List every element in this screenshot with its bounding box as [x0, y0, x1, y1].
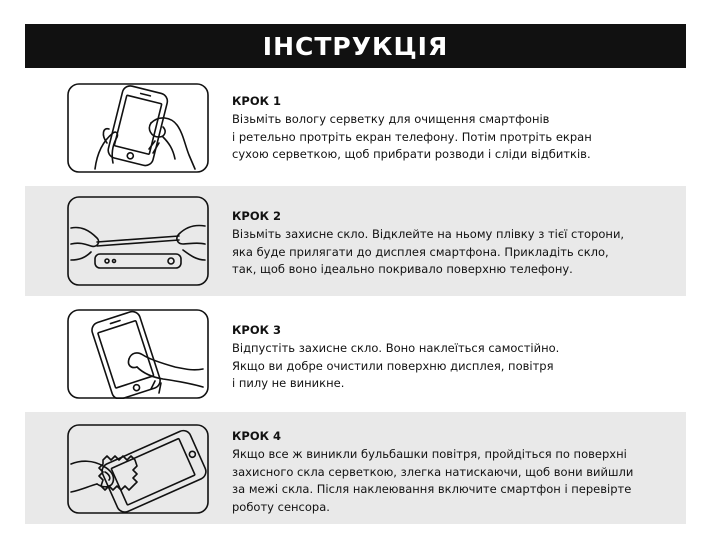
step-4-line-2: захисного скла серветкою, злегка натискаючи, щоб вони вийшли — [232, 464, 634, 479]
cloth-wipe-icon — [67, 424, 209, 514]
step-2-line-2: яка буде прилягати до дисплея смартфона. Прикладіть скло, — [232, 244, 609, 259]
apply-glass-icon — [67, 196, 209, 286]
wipe-phone-icon — [67, 83, 209, 173]
step-1-line-2: і ретельно протріть екран телефону. Потім протріть екран — [232, 129, 592, 144]
step-4-title: КРОК 4 — [232, 429, 282, 443]
step-2-title: КРОК 2 — [232, 209, 282, 223]
step-3-row — [25, 296, 686, 412]
step-1-line-1: Візьміть вологу серветку для очищення смартфонів — [232, 112, 550, 126]
press-screen-icon — [67, 309, 209, 399]
step-3-line-1: Відпустіть захисне скло. Воно наклеїться самостійно. — [232, 341, 560, 355]
step-2-line-3: так, щоб воно ідеально покривало поверхню телефону. — [232, 262, 573, 276]
step-3-line-3: і пилу не виникне. — [232, 376, 345, 390]
step-1-title: КРОК 1 — [232, 94, 282, 108]
step-3-title: КРОК 3 — [232, 323, 282, 337]
page-title: ІНСТРУКЦІЯ — [262, 31, 449, 61]
header-banner — [25, 24, 686, 68]
step-4-line-1: Якщо все ж виникли бульбашки повітря, пройдіться по поверхні — [232, 447, 627, 461]
step-3-line-2: Якщо ви добре очистили поверхню дисплея, повітря — [232, 358, 554, 373]
step-2-row — [25, 186, 686, 296]
step-4-row — [25, 412, 686, 524]
step-4-line-4: роботу сенсора. — [232, 499, 330, 514]
step-4-line-3: за межі скла. Після наклеювання включите смартфон і перевірте — [232, 482, 632, 496]
step-2-line-1: Візьміть захисне скло. Відклейте на ньому плівку з тієї сторони, — [232, 227, 625, 241]
step-1-line-3: сухою серветкою, щоб прибрати розводи і сліди відбитків. — [232, 147, 591, 161]
step-1-row — [25, 76, 686, 186]
